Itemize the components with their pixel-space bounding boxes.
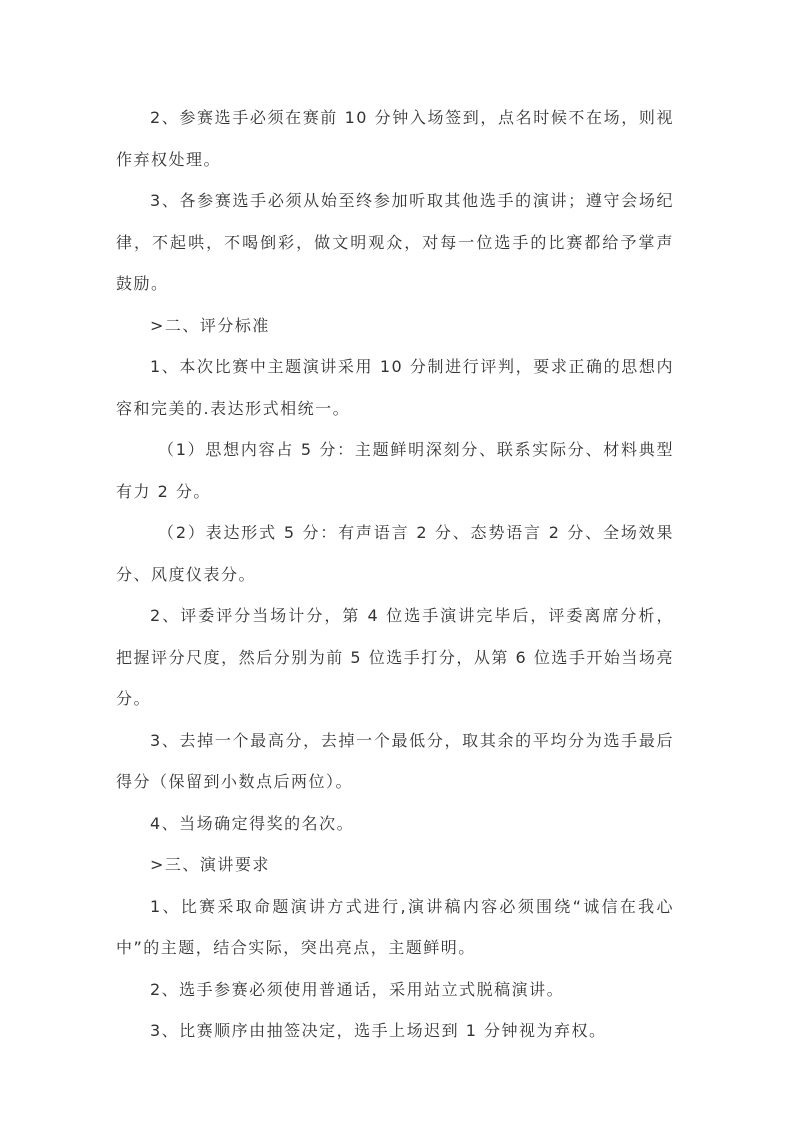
- paragraph-requirements-3: 3、比赛顺序由抽签决定，选手上场迟到 1 分钟视为弃权。: [150, 1021, 607, 1040]
- paragraph-scoring-3: 3、去掉一个最高分，去掉一个最低分，取其余的平均分为选手最后得分（保留到小数点后两位）。: [116, 730, 674, 791]
- paragraph-rule-2: 2、参赛选手必须在赛前 10 分钟入场签到，点名时候不在场，则视作弃权处理。: [116, 108, 674, 169]
- paragraph-requirements-2: 2、选手参赛必须使用普通话，采用站立式脱稿演讲。: [150, 979, 565, 999]
- section-heading-requirements: >三、演讲要求: [150, 855, 270, 874]
- paragraph-scoring-4: 4、当场确定得奖的名次。: [150, 813, 355, 833]
- paragraph-rule-3: 3、各参赛选手必须从始至终参加听取其他选手的演讲；遵守会场纪律，不起哄，不喝倒彩，做文明观众，对每一位选手的比赛都给予掌声鼓励。: [116, 191, 674, 293]
- paragraph-scoring-1-sub-1: （1）思想内容占 5 分：主题鲜明深刻分、联系实际分、材料典型有力 2 分。: [116, 440, 674, 501]
- paragraph-scoring-2: 2、评委评分当场计分，第 4 位选手演讲完毕后，评委离席分析，把握评分尺度，然后分别为前 5 位选手打分，从第 6 位选手开始当场亮分。: [116, 606, 674, 708]
- paragraph-scoring-1-sub-2: （2）表达形式 5 分：有声语言 2 分、态势语言 2 分、全场效果分、风度仪表分。: [116, 523, 674, 584]
- paragraph-scoring-1: 1、本次比赛中主题演讲采用 10 分制进行评判，要求正确的思想内容和完美的.表达形式相统一。: [116, 357, 674, 418]
- section-heading-scoring: >二、评分标准: [150, 315, 270, 335]
- paragraph-requirements-1: 1、比赛采取命题演讲方式进行,演讲稿内容必须围绕“诚信在我心中”的主题，结合实际，突出亮点，主题鲜明。: [116, 896, 674, 957]
